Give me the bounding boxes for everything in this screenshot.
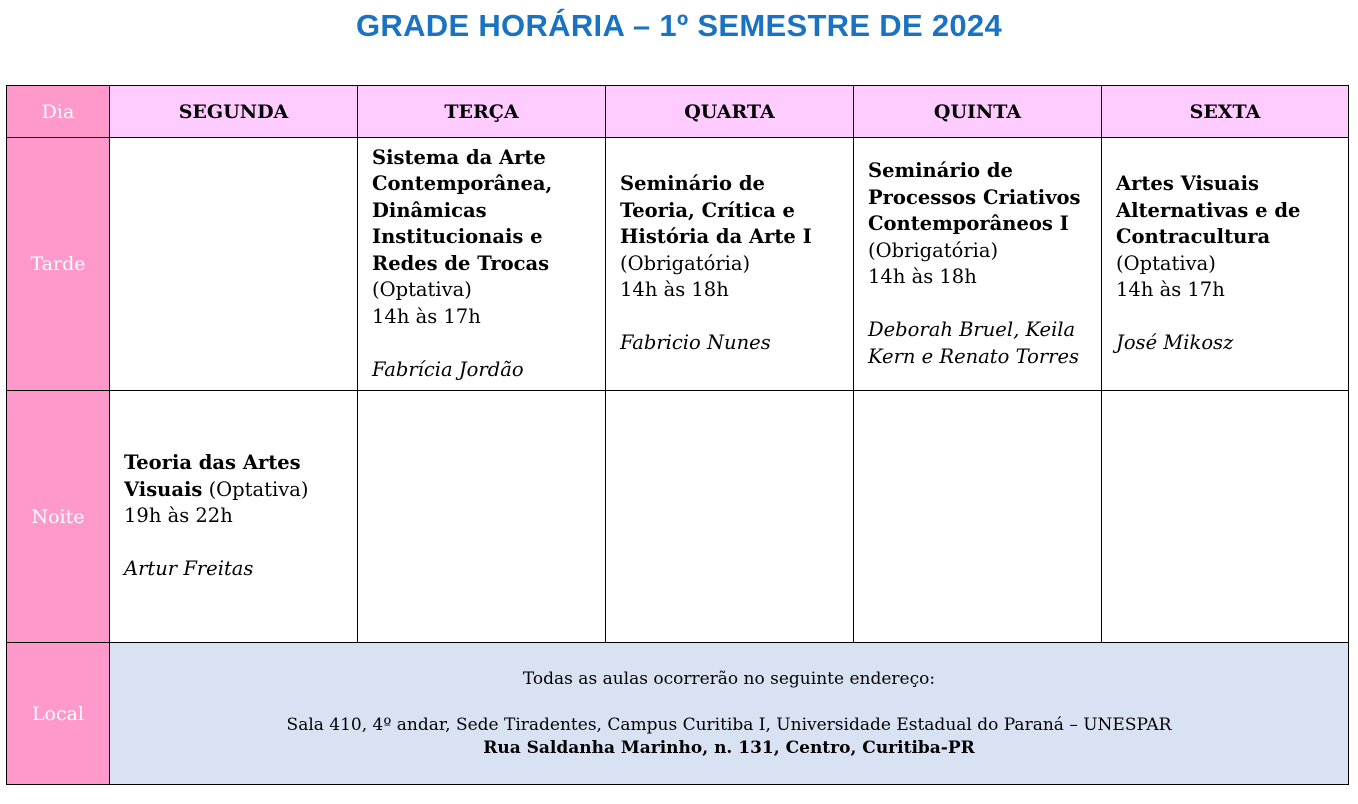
row-label-noite: Noite <box>7 391 110 643</box>
page-title: GRADE HORÁRIA – 1º SEMESTRE DE 2024 <box>356 8 1002 43</box>
course-type: (Optativa) <box>208 477 309 501</box>
noite-terca-cell <box>358 391 606 643</box>
course-title: Seminário de Teoria, Crítica e História da Arte I <box>620 172 812 249</box>
noite-quinta-cell <box>854 391 1102 643</box>
course-professor: Deborah Bruel, Keila Kern e Renato Torres <box>868 318 1080 368</box>
row-label-tarde: Tarde <box>7 138 110 391</box>
tarde-quinta-cell <box>854 138 1102 391</box>
course-time: 19h às 22h <box>124 504 233 528</box>
day-header-segunda: SEGUNDA <box>110 86 358 138</box>
course-professor: José Mikosz <box>1116 331 1234 355</box>
course-type: (Optativa) <box>372 278 472 302</box>
location-street: Rua Saldanha Marinho, n. 131, Centro, Curitiba-PR <box>483 737 975 758</box>
course-type: (Optativa) <box>1116 251 1216 275</box>
noite-quarta-cell <box>606 391 854 643</box>
course-time: 14h às 18h <box>620 278 729 302</box>
noite-row <box>7 391 1349 643</box>
day-header-quinta: QUINTA <box>854 86 1102 138</box>
local-row <box>7 643 1349 785</box>
noite-sexta-cell <box>1102 391 1349 643</box>
tarde-quarta-cell <box>606 138 854 391</box>
location-intro: Todas as aulas ocorrerão no seguinte endereço: <box>522 668 936 689</box>
course-professor: Fabrícia Jordão <box>372 357 524 381</box>
tarde-segunda-cell <box>110 138 358 391</box>
day-header-quarta: QUARTA <box>606 86 854 138</box>
course-professor: Artur Freitas <box>124 557 254 581</box>
location-address: Sala 410, 4º andar, Sede Tiradentes, Campus Curitiba I, Universidade Estadual do Paraná – UNESPAR <box>286 714 1172 735</box>
course-professor: Fabricio Nunes <box>620 331 771 355</box>
course-title: Teoria das Artes Visuais <box>124 451 301 501</box>
location-cell <box>110 643 1349 785</box>
course-time: 14h às 17h <box>1116 278 1225 302</box>
course-title: Sistema da Arte Contemporânea, Dinâmicas Institucionais e Redes de Trocas <box>372 145 553 275</box>
course-type: (Obrigatória) <box>620 251 751 275</box>
header-row <box>7 86 1349 138</box>
course-time: 14h às 17h <box>372 304 481 328</box>
course-time: 14h às 18h <box>868 265 977 288</box>
day-column-header: Dia <box>7 86 110 138</box>
day-header-terca: TERÇA <box>358 86 606 138</box>
noite-segunda-cell <box>110 391 358 643</box>
tarde-row <box>7 138 1349 391</box>
course-title: Seminário de Processos Criativos Contemporâneos I <box>868 159 1081 235</box>
tarde-terca-cell <box>358 138 606 391</box>
course-title: Artes Visuais Alternativas e de Contracultura <box>1116 172 1301 249</box>
day-header-sexta: SEXTA <box>1102 86 1349 138</box>
tarde-sexta-cell <box>1102 138 1349 391</box>
schedule-table <box>6 85 1349 785</box>
course-type: (Obrigatória) <box>868 238 999 262</box>
row-label-local: Local <box>7 643 110 785</box>
